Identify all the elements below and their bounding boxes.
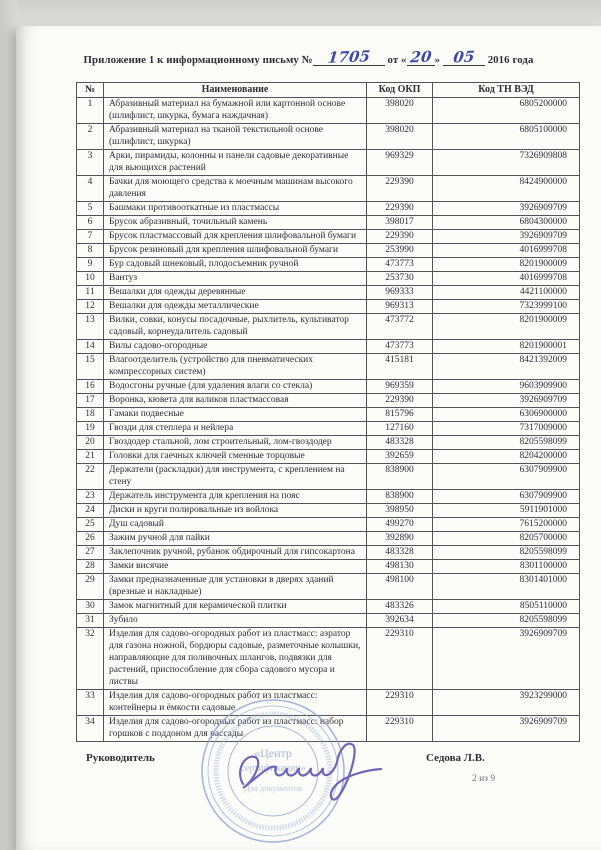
cell-item-name: Замки висячие <box>104 560 367 574</box>
cell-item-name: Замок магнитный для керамической плитки <box>104 600 367 614</box>
cell-okp-code: 483328 <box>367 436 433 450</box>
cell-row-number: 4 <box>77 176 104 202</box>
cell-item-name: Брусок пластмассовый для крепления шлифовальной бумаги <box>104 230 367 244</box>
cell-tnved-code: 3926909709 <box>433 394 580 408</box>
cell-okp-code: 392890 <box>367 532 433 546</box>
cell-row-number: 19 <box>77 422 104 436</box>
cell-item-name: Диски и круги полировальные из войлока <box>104 504 367 518</box>
stamp-center-line3: Для документов <box>243 783 303 793</box>
cell-tnved-code: 8505110000 <box>433 600 580 614</box>
cell-okp-code: 969333 <box>367 286 433 300</box>
cell-item-name: Гвозди для степлера и нейлера <box>104 422 367 436</box>
table-row <box>77 574 580 600</box>
table-row <box>77 244 580 258</box>
cell-item-name: Брусок абразивный, точильный камень <box>104 216 367 230</box>
signer-name: Седова Л.В. <box>426 752 485 764</box>
day-blank <box>407 47 435 67</box>
cell-okp-code: 473772 <box>367 314 433 340</box>
cell-okp-code: 253990 <box>367 244 433 258</box>
table-row <box>77 150 580 176</box>
cell-tnved-code: 8201900001 <box>433 340 580 354</box>
cell-row-number: 6 <box>77 216 104 230</box>
title-suffix: 2016 года <box>487 54 534 66</box>
cell-item-name: Замки предназначенные для установки в дверях зданий (врезные и накладные) <box>104 574 367 600</box>
scanner-background-left <box>0 0 17 850</box>
cell-okp-code: 229310 <box>367 716 433 742</box>
cell-tnved-code: 8301100000 <box>433 560 580 574</box>
cell-tnved-code: 6306900000 <box>433 408 580 422</box>
cell-tnved-code: 6307909900 <box>433 490 580 504</box>
table-row <box>77 504 580 518</box>
cell-tnved-code: 6805100000 <box>433 124 580 150</box>
cell-row-number: 16 <box>77 380 104 394</box>
cell-okp-code: 398020 <box>367 98 433 124</box>
cell-tnved-code: 8205598099 <box>433 436 580 450</box>
goods-table <box>76 82 580 742</box>
cell-row-number: 22 <box>77 464 104 490</box>
cell-item-name: Душ садовый <box>104 518 367 532</box>
cell-row-number: 17 <box>77 394 104 408</box>
cell-tnved-code: 6805200000 <box>433 98 580 124</box>
cell-row-number: 26 <box>77 532 104 546</box>
cell-tnved-code: 7317009000 <box>433 422 580 436</box>
table-row <box>77 408 580 422</box>
cell-okp-code: 229310 <box>367 628 433 690</box>
cell-item-name: Держатели (раскладки) для инструмента, с креплением на стену <box>104 464 367 490</box>
cell-item-name: Держатель инструмента для крепления на пояс <box>104 490 367 504</box>
scanner-background-top <box>0 0 601 27</box>
cell-okp-code: 253730 <box>367 272 433 286</box>
cell-tnved-code: 3926909709 <box>433 230 580 244</box>
table-row <box>77 436 580 450</box>
table-row <box>77 124 580 150</box>
cell-okp-code: 498130 <box>367 560 433 574</box>
cell-okp-code: 969329 <box>367 150 433 176</box>
cell-okp-code: 229390 <box>367 176 433 202</box>
cell-row-number: 2 <box>77 124 104 150</box>
cell-row-number: 13 <box>77 314 104 340</box>
cell-tnved-code: 5911901000 <box>433 504 580 518</box>
cell-item-name: Арки, пирамиды, колонны и панели садовые декоративные для вьющихся растений <box>104 150 367 176</box>
cell-row-number: 30 <box>77 600 104 614</box>
table-body <box>77 98 580 742</box>
cell-item-name: Вешалки для одежды металлические <box>104 300 367 314</box>
table-row <box>77 464 580 490</box>
table-row <box>77 546 580 560</box>
col-header-name: Наименование <box>104 83 367 98</box>
handwritten-letter-number: 1705 <box>326 47 371 67</box>
cell-okp-code: 483328 <box>367 546 433 560</box>
cell-tnved-code: 8205700000 <box>433 532 580 546</box>
cell-okp-code: 498100 <box>367 574 433 600</box>
document-page <box>16 26 601 850</box>
cell-tnved-code: 7323999100 <box>433 300 580 314</box>
table-row <box>77 518 580 532</box>
cell-tnved-code: 8201900009 <box>433 314 580 340</box>
cell-okp-code: 392659 <box>367 450 433 464</box>
document-title <box>16 47 601 67</box>
cell-tnved-code: 8205598099 <box>433 614 580 628</box>
cell-row-number: 5 <box>77 202 104 216</box>
stamp-center-line1: «Центр <box>254 746 292 760</box>
letter-number-blank <box>313 47 385 67</box>
cell-okp-code: 229390 <box>367 230 433 244</box>
cell-tnved-code: 8205598099 <box>433 546 580 560</box>
handwritten-month: 05 <box>452 47 476 67</box>
table-row <box>77 628 580 690</box>
table-row <box>77 314 580 340</box>
cell-row-number: 25 <box>77 518 104 532</box>
cell-row-number: 7 <box>77 230 104 244</box>
table-header <box>77 83 580 98</box>
col-header-tnved: Код ТН ВЭД <box>433 83 580 98</box>
cell-tnved-code: 3926909709 <box>433 202 580 216</box>
table-row <box>77 394 580 408</box>
table-row <box>77 258 580 272</box>
table-row <box>77 286 580 300</box>
handwritten-signature <box>229 732 399 816</box>
cell-row-number: 8 <box>77 244 104 258</box>
cell-okp-code: 415181 <box>367 354 433 380</box>
cell-row-number: 28 <box>77 560 104 574</box>
cell-tnved-code: 8424900000 <box>433 176 580 202</box>
cell-tnved-code: 9603909900 <box>433 380 580 394</box>
cell-okp-code: 127160 <box>367 422 433 436</box>
table-row <box>77 380 580 394</box>
table-row <box>77 600 580 614</box>
signer-role-label: Руководитель <box>86 752 155 764</box>
cell-item-name: Изделия для садово-огородных работ из пластмасс: контейнеры и ёмкости садовые <box>104 690 367 716</box>
cell-tnved-code: 7615200000 <box>433 518 580 532</box>
cell-okp-code: 838900 <box>367 490 433 504</box>
table-row <box>77 300 580 314</box>
cell-okp-code: 483326 <box>367 600 433 614</box>
table-row <box>77 340 580 354</box>
cell-item-name: Зажим ручной для пайки <box>104 532 367 546</box>
cell-item-name: Брусок резиновый для крепления шлифовальной бумаги <box>104 244 367 258</box>
table-row <box>77 230 580 244</box>
table-row <box>77 202 580 216</box>
cell-okp-code: 969359 <box>367 380 433 394</box>
cell-tnved-code: 8201900009 <box>433 258 580 272</box>
cell-item-name: Вилы садово-огородные <box>104 340 367 354</box>
cell-row-number: 3 <box>77 150 104 176</box>
cell-okp-code: 473773 <box>367 258 433 272</box>
table-row <box>77 450 580 464</box>
table-row <box>77 614 580 628</box>
cell-row-number: 15 <box>77 354 104 380</box>
month-blank <box>443 47 485 67</box>
cell-item-name: Вилки, совки, конусы посадочные, рыхлитель, культиватор садовый, корнеудалитель садовый <box>104 314 367 340</box>
cell-okp-code: 398017 <box>367 216 433 230</box>
cell-item-name: Головки для гаечных ключей сменные торцовые <box>104 450 367 464</box>
cell-tnved-code: 6804300000 <box>433 216 580 230</box>
cell-tnved-code: 8204200000 <box>433 450 580 464</box>
cell-row-number: 20 <box>77 436 104 450</box>
cell-tnved-code: 8301401000 <box>433 574 580 600</box>
cell-tnved-code: 4421100000 <box>433 286 580 300</box>
cell-row-number: 21 <box>77 450 104 464</box>
cell-item-name: Заклепочник ручной, рубанок обдирочный для гипсокартона <box>104 546 367 560</box>
table-row <box>77 532 580 546</box>
table-row <box>77 354 580 380</box>
col-header-okp: Код ОКП <box>367 83 433 98</box>
cell-tnved-code: 3923299000 <box>433 690 580 716</box>
cell-row-number: 23 <box>77 490 104 504</box>
cell-okp-code: 398020 <box>367 124 433 150</box>
cell-tnved-code: 3926909709 <box>433 716 580 742</box>
cell-row-number: 12 <box>77 300 104 314</box>
table-row <box>77 560 580 574</box>
cell-row-number: 29 <box>77 574 104 600</box>
cell-row-number: 1 <box>77 98 104 124</box>
col-header-number: № <box>77 83 104 98</box>
cell-item-name: Бачки для моющего средства к моечным машинам высокого давления <box>104 176 367 202</box>
handwritten-day: 20 <box>409 47 433 67</box>
cell-item-name: Зубило <box>104 614 367 628</box>
cell-tnved-code: 3926909709 <box>433 628 580 690</box>
cell-item-name: Гвоздодер стальной, лом строительный, лом-гвоздодер <box>104 436 367 450</box>
cell-row-number: 9 <box>77 258 104 272</box>
cell-okp-code: 815796 <box>367 408 433 422</box>
cell-tnved-code: 4016999708 <box>433 272 580 286</box>
table-row <box>77 98 580 124</box>
cell-item-name: Гамаки подвесные <box>104 408 367 422</box>
cell-row-number: 27 <box>77 546 104 560</box>
cell-item-name: Абразивный материал на тканой текстильной основе (шлифлист, шкурка) <box>104 124 367 150</box>
cell-row-number: 14 <box>77 340 104 354</box>
cell-item-name: Вантуз <box>104 272 367 286</box>
table-row <box>77 272 580 286</box>
cell-okp-code: 229390 <box>367 394 433 408</box>
cell-okp-code: 229310 <box>367 690 433 716</box>
cell-tnved-code: 8421392009 <box>433 354 580 380</box>
cell-item-name: Водосгоны ручные (для удаления влаги со стекла) <box>104 380 367 394</box>
cell-okp-code: 969313 <box>367 300 433 314</box>
cell-okp-code: 499270 <box>367 518 433 532</box>
cell-row-number: 34 <box>77 716 104 742</box>
cell-item-name: Башмаки противооткатные из пластмассы <box>104 202 367 216</box>
cell-tnved-code: 7326909808 <box>433 150 580 176</box>
cell-row-number: 18 <box>77 408 104 422</box>
cell-row-number: 32 <box>77 628 104 690</box>
cell-okp-code: 838900 <box>367 464 433 490</box>
cell-row-number: 10 <box>77 272 104 286</box>
page-number: 2 из 9 <box>472 774 496 784</box>
cell-item-name: Изделия для садово-огородных работ из пластмасс: аэратор для газона ножной, бордюры садовые, разметочные колышки, направляющие для поливочных шлангов, подвязки для растений, приспособление для сбора садового мусора и листвы <box>104 628 367 690</box>
stamp-center-line2: сертификации» <box>240 763 306 774</box>
cell-row-number: 11 <box>77 286 104 300</box>
cell-item-name: Вешалки для одежды деревянные <box>104 286 367 300</box>
table-row <box>77 176 580 202</box>
title-prefix: Приложение 1 к информационному письму № <box>83 54 313 66</box>
table-row <box>77 422 580 436</box>
cell-item-name: Изделия для садово-огородных работ из пластмасс: набор горшков с поддоном для рассады <box>104 716 367 742</box>
cell-item-name: Абразивный материал на бумажной или картонной основе (шлифлист, шкурка, бумага наждачная) <box>104 98 367 124</box>
cell-okp-code: 229390 <box>367 202 433 216</box>
cell-okp-code: 473773 <box>367 340 433 354</box>
cell-item-name: Воронка, кювета для валиков пластмассовая <box>104 394 367 408</box>
cell-tnved-code: 6307909900 <box>433 464 580 490</box>
cell-row-number: 24 <box>77 504 104 518</box>
cell-row-number: 31 <box>77 614 104 628</box>
cell-tnved-code: 4016999708 <box>433 244 580 258</box>
title-middle: от « <box>387 54 407 66</box>
cell-row-number: 33 <box>77 690 104 716</box>
cell-item-name: Бур садовый шнековый, плодосъемник ручной <box>104 258 367 272</box>
table-row <box>77 490 580 504</box>
table-row <box>77 216 580 230</box>
title-after-day: » <box>434 54 441 66</box>
cell-okp-code: 392634 <box>367 614 433 628</box>
cell-item-name: Влагоотделитель (устройство для пневматических компрессорных систем) <box>104 354 367 380</box>
cell-okp-code: 398950 <box>367 504 433 518</box>
